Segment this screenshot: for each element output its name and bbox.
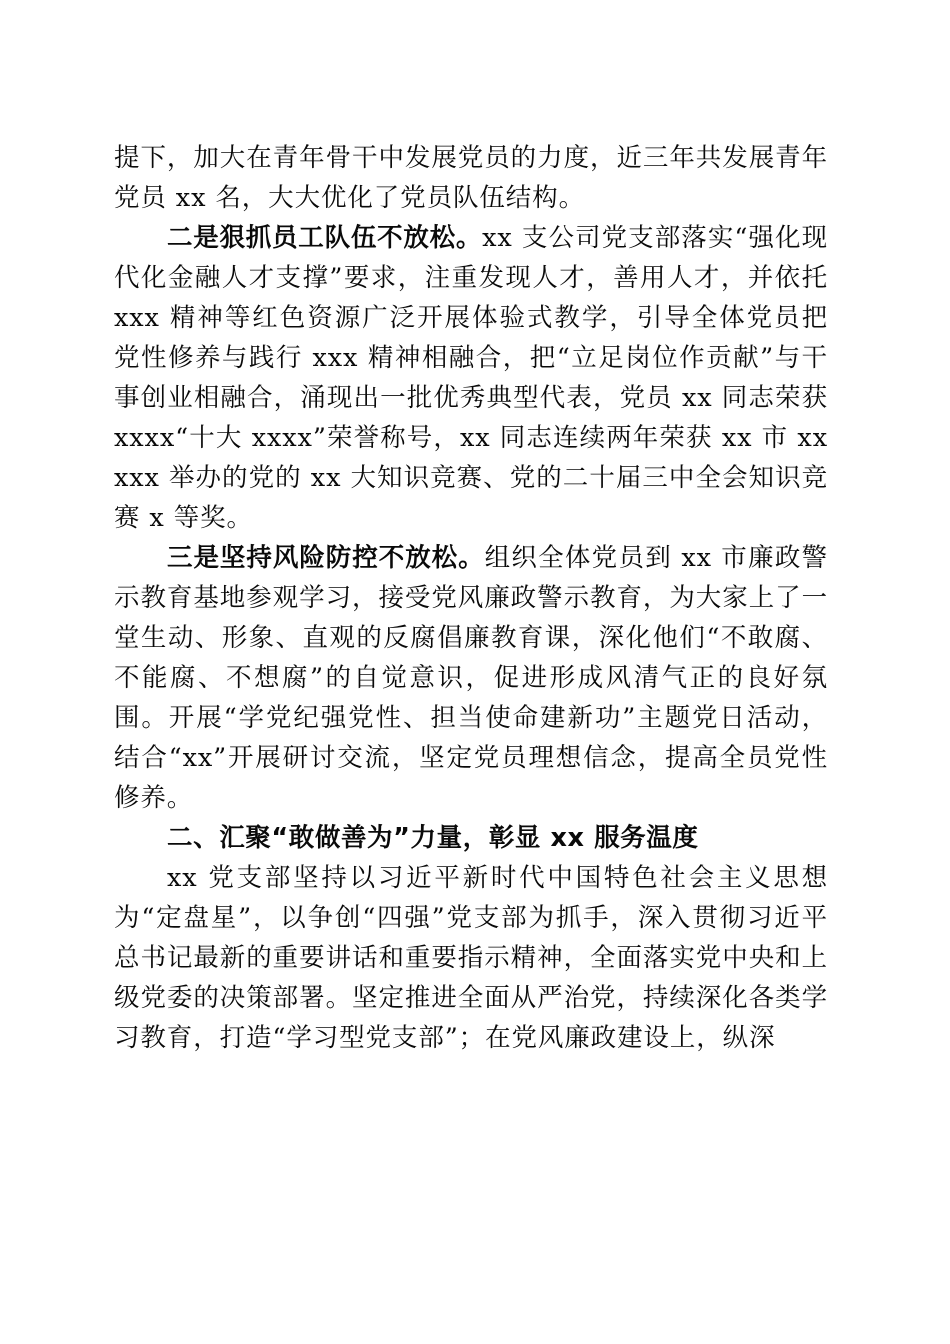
paragraph-point-two-staff-team [114, 218, 828, 538]
paragraph-lead-in-bold: 三是坚持风险防控不放松。 [167, 543, 485, 573]
section-heading-two [114, 818, 828, 858]
paragraph-text: 组织全体党员到 xx 市廉政警示教育基地参观学习，接受党风廉政警示教育，为大家上了一堂生动、形象、直观的反腐倡廉教育课，深化他们“不敢腐、不能腐、不想腐”的自觉意识，促进形成风清气正的良好氛围。开展“学党纪强党性、担当使命建新功”主题党日活动，结合“xx”开展研讨交流，坚定党员理想信念，提高全员党性修养。 [114, 543, 828, 813]
paragraph-text: xx 支公司党支部落实“强化现代化金融人才支撑”要求，注重发现人才，善用人才，并依托 xxx 精神等红色资源广泛开展体验式教学，引导全体党员把党性修养与践行 xxx 精神相融合，把“立足岗位作贡献”与干事创业相融合，涌现出一批优秀典型代表，党员 xx 同志荣获 xxxx“十大 xxxx”荣誉称号，xx 同志连续两年荣获 xx 市 xxxxx 举办的党的 xx 大知识竞赛、党的二十届三中全会知识竞赛 x 等奖。 [114, 223, 829, 533]
paragraph-section-two-body [114, 858, 828, 1058]
section-heading-text: 二、汇聚“敢做善为”力量，彰显 xx 服务温度 [167, 823, 699, 853]
paragraph-text: xx 党支部坚持以习近平新时代中国特色社会主义思想为“定盘星”，以争创“四强”党支部为抓手，深入贯彻习近平总书记最新的重要讲话和重要指示精神，全面落实党中央和上级党委的决策部署。坚定推进全面从严治党，持续深化各类学习教育，打造“学习型党支部”；在党风廉政建设上，纵深 [114, 863, 828, 1053]
paragraph-lead-in-bold: 二是狠抓员工队伍不放松。 [167, 223, 483, 253]
paragraph-continuation-youth-party-members [114, 138, 828, 218]
paragraph-point-three-risk-control [114, 538, 828, 818]
document-text-body [114, 138, 828, 1058]
paragraph-text: 提下，加大在青年骨干中发展党员的力度，近三年共发展青年党员 xx 名，大大优化了党员队伍结构。 [114, 143, 828, 213]
